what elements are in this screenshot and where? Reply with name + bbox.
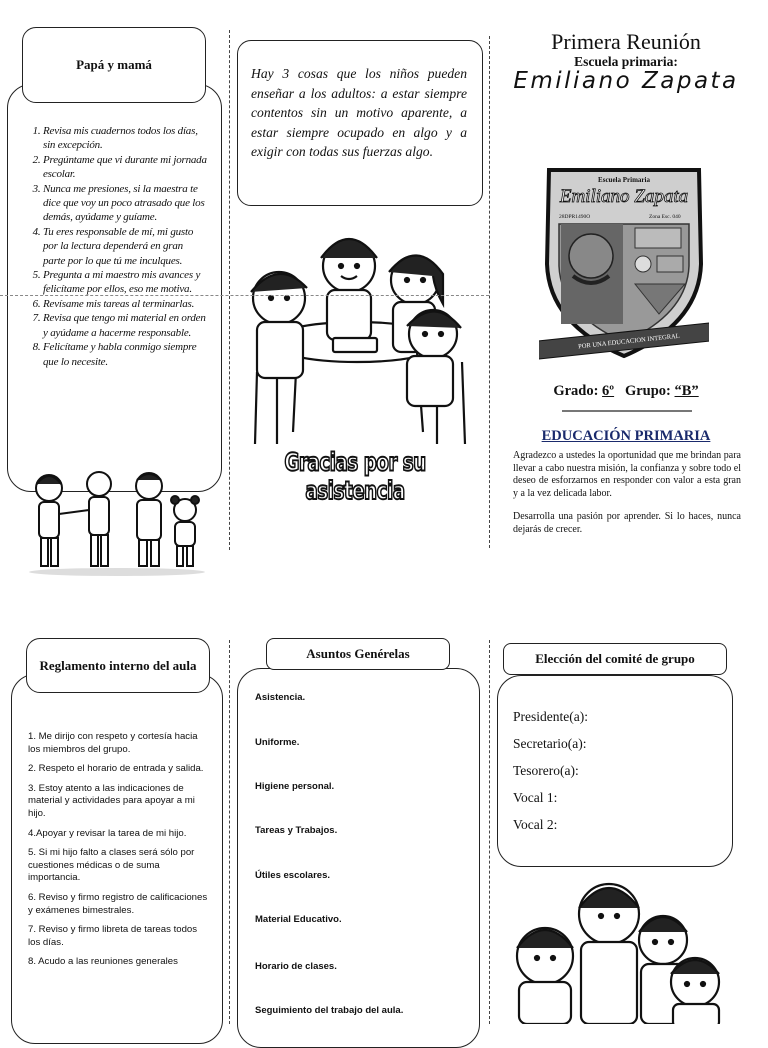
list-item: 1. Revisa mis cuadernos todos los días, sin excepción. xyxy=(43,124,207,153)
fold-line-horizontal xyxy=(0,295,489,296)
role-vocal-1: Vocal 1: xyxy=(513,790,558,805)
list-item: Asistencia. xyxy=(255,692,306,703)
section-title: EDUCACIÓN PRIMARIA xyxy=(541,428,711,444)
list-item: 6. Reviso y firmo registro de calificaciones y exámenes bimestrales. xyxy=(28,891,208,916)
rules-list xyxy=(28,731,210,976)
parents-panel-title: Papá y mamá xyxy=(22,27,206,103)
logo-left-code: 28DPR1490O xyxy=(559,214,591,220)
list-item: 2. Respeto el horario de entrada y salida. xyxy=(28,763,204,775)
grupo-label: Grupo: xyxy=(624,383,671,399)
topics-list xyxy=(237,668,480,1024)
list-item: Uniforme. xyxy=(255,737,300,748)
topics-panel-title: Asuntos Genérelas xyxy=(266,638,450,670)
grado-label: Grado: xyxy=(553,383,599,399)
role-secretario: Secretario(a): xyxy=(513,736,587,751)
thanks-banner: Gracias por su asistencia xyxy=(284,449,426,506)
school-label: Escuela primaria: xyxy=(574,54,678,69)
cover-title: Primera Reunión xyxy=(551,29,701,54)
kids-reading-illustration xyxy=(237,222,475,450)
parents-list xyxy=(17,124,207,369)
grupo-value: “B” xyxy=(674,383,699,399)
committee-panel-title: Elección del comité de grupo xyxy=(503,643,727,675)
role-presidente: Presidente(a): xyxy=(513,709,588,724)
list-item: Material Educativo. xyxy=(255,914,342,925)
logo-top-text: Escuela Primaria xyxy=(598,176,650,184)
list-item: 3. Estoy atento a las indicaciones de material y actividades para apoyar a mi hijo. xyxy=(28,782,195,819)
quote-text: Hay 3 cosas que los niños pueden enseñar a los adultos: a estar siempre contentos sin un motivo aparente, a estar siempre ocupado en algo y a exigir con todas sus fuerzas algo. xyxy=(251,66,467,159)
list-item: 8. Felicítame y habla conmigo siempre que lo necesite. xyxy=(43,340,207,369)
logo-name-text: Emiliano Zapata xyxy=(559,186,689,207)
list-item: 5. Si mi hijo falto a clases será sólo por cuestiones médicas o de suma importancia. xyxy=(28,847,195,884)
list-item: 4.Apoyar y revisar la tarea de mi hijo. xyxy=(28,827,187,839)
rules-panel-title: Reglamento interno del aula xyxy=(26,638,210,693)
fold-line xyxy=(489,640,490,1024)
logo-right-code: Zona Esc. 040 xyxy=(649,214,681,220)
school-name: Emiliano Zapata xyxy=(513,68,739,94)
list-item: 5. Pregunta a mi maestro mis avances y felicítame por ellos, eso me motiva. xyxy=(43,268,207,297)
school-shield-logo xyxy=(539,164,709,364)
grado-value: 6º xyxy=(602,383,615,399)
list-item: 8. Acudo a las reuniones generales xyxy=(28,956,178,968)
list-item: 1. Me dirijo con respeto y cortesía hacia los miembros del grupo. xyxy=(28,731,198,755)
fold-line xyxy=(229,640,230,1024)
logo-ribbon-text: POR UNA EDUCACION INTEGRAL xyxy=(577,332,681,351)
list-item: 3. Nunca me presiones, si la maestra te dice que voy un poco atrasado que los demás, ayúdame y guíame. xyxy=(43,182,207,225)
list-item: 4. Tu eres responsable de mí, mi gusto por la lectura dependerá en gran parte por lo que tú me inculques. xyxy=(43,225,207,268)
children-illustration xyxy=(497,876,737,1024)
grado-grupo-line xyxy=(492,383,760,400)
list-item: 6. Revísame mis tareas al terminarlas. xyxy=(43,297,207,311)
cover-paragraph-2: Desarrolla una pasión por aprender. Si lo haces, nunca dejarás de crecer. xyxy=(513,511,741,535)
committee-roles xyxy=(497,675,733,867)
cover-paragraph-1: Agradezco a ustedes la oportunidad que me brindan para llevar a cabo nuestra misión, la confianza y sobre todo el deseo de esforzarnos en responder con valor a esta gran y a la vez delicada labor. xyxy=(513,450,741,499)
fold-line xyxy=(229,30,230,550)
family-illustration xyxy=(25,466,210,578)
cover-smudge-line xyxy=(562,410,692,412)
list-item: Tareas y Trabajos. xyxy=(255,825,338,836)
role-vocal-2: Vocal 2: xyxy=(513,817,558,832)
list-item: Higiene personal. xyxy=(255,781,335,792)
list-item: Seguimiento del trabajo del aula. xyxy=(255,1005,404,1016)
role-tesorero: Tesorero(a): xyxy=(513,763,579,778)
list-item: 7. Revisa que tengo mi material en orden y ayúdame a hacerme responsable. xyxy=(43,311,207,340)
fold-line xyxy=(489,36,490,548)
list-item: Horario de clases. xyxy=(255,961,337,972)
list-item: Útiles escolares. xyxy=(255,870,330,881)
list-item: 2. Pregúntame que vi durante mi jornada escolar. xyxy=(43,153,207,182)
list-item: 7. Reviso y firmo libreta de tareas todos los días. xyxy=(28,924,198,948)
